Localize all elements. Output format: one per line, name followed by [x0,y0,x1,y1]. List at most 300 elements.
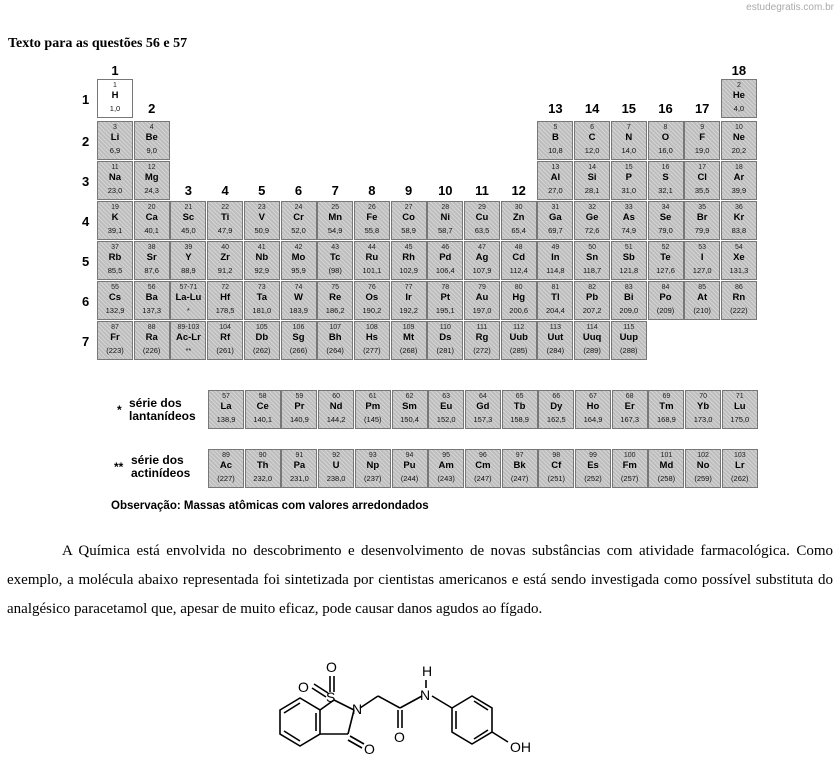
element-symbol: Fm [622,460,637,471]
atomic-mass: (226) [142,345,161,355]
atomic-mass: (237) [364,473,382,483]
element-cell [721,241,757,280]
atomic-number: 66 [552,393,561,400]
atomic-number: 5 [553,124,558,131]
atomic-number: 94 [405,452,414,459]
element-symbol: Sc [182,212,195,223]
atomic-number: 80 [514,284,523,291]
element-symbol: N [625,132,633,143]
atomic-number: 65 [515,393,524,400]
group-label: 6 [294,183,303,198]
atomic-mass: 102,9 [399,265,418,275]
element-symbol: Bi [624,292,634,303]
atomic-number: 64 [478,393,487,400]
element-cell [721,79,757,118]
element-symbol: Sn [586,252,599,263]
element-cell [317,241,353,280]
actinide-marker: ** [114,460,124,474]
element-symbol: Tl [551,292,560,303]
atomic-mass: 88,9 [181,265,196,275]
atomic-number: 93 [368,452,377,459]
atomic-number: 50 [588,244,596,251]
element-cell [207,321,243,360]
element-symbol: U [332,460,340,471]
element-symbol: Rh [402,252,415,263]
atomic-number: 8 [663,124,668,131]
atomic-number: 2 [736,82,741,89]
element-symbol: Pd [439,252,452,263]
actinide-cell [208,449,244,488]
atomic-mass: 232,0 [253,473,273,483]
atomic-number: 13 [551,164,560,171]
element-cell [281,201,317,240]
element-cell [134,201,170,240]
group-label: 7 [331,183,339,198]
atomic-mass: 190,2 [362,305,382,315]
element-symbol: O [661,132,670,143]
actinide-cell [318,449,354,488]
atomic-number: 87 [111,324,119,331]
element-cell [611,201,647,240]
atomic-number: 42 [294,244,303,251]
element-cell [501,241,537,280]
element-cell [537,241,573,280]
element-cell [317,201,353,240]
atomic-mass: 152,0 [436,414,456,424]
body-paragraph [7,537,833,624]
element-symbol: Gd [476,401,490,412]
atomic-number: 106 [292,324,305,331]
element-symbol: Si [587,172,597,183]
element-cell [464,321,500,360]
atomic-number: 90 [258,452,267,459]
atomic-number: 63 [442,393,451,400]
atomic-number: 25 [331,204,340,211]
actinide-cell [392,449,428,488]
group-label: 2 [148,101,156,116]
element-cell [501,201,537,240]
element-symbol: Ac [219,460,233,471]
paragraph-text: A Química está envolvida no descobrimento e desenvolvimento de novas substâncias com atividade farmacológica. Como exemplo, a molécula abaixo representada foi sintetizada por cientistas americanos e está sendo investigada como possível substituta do analgésico paracetamol que, apesar de muito eficaz, pode causar danos agudos ao fígado. [7,543,833,617]
atomic-number: 47 [478,244,486,251]
atomic-number: 73 [257,284,266,291]
element-cell [721,281,757,320]
element-symbol: Hf [220,292,231,303]
atomic-number: 27 [404,204,413,211]
benzene-ring-left [280,698,320,746]
atomic-number: 39 [184,244,193,251]
actinide-cell [281,449,317,488]
element-cell [648,161,684,200]
atomic-mass: (289) [583,345,601,355]
atomic-number: 79 [478,284,486,291]
element-symbol: C [588,132,596,143]
atomic-mass: 140,9 [290,414,309,424]
lanthanide-cell [722,390,758,429]
period-label: 5 [82,254,90,269]
atomic-number: 96 [478,452,487,459]
lanthanide-marker: * [117,403,122,417]
element-cell [281,281,317,320]
element-symbol: La [220,401,232,412]
element-symbol: Uuq [582,332,602,343]
element-symbol: Mt [403,332,415,343]
element-cell [684,121,720,160]
atomic-number: 24 [294,204,303,211]
element-cell [97,201,133,240]
period-label: 7 [82,334,90,349]
actinide-cell [685,449,721,488]
group-label: 8 [368,183,376,198]
element-cell [170,201,206,240]
atom-h: H [422,663,433,679]
atomic-mass: 137,3 [142,305,162,315]
element-cell [170,281,206,320]
atomic-mass: 112,4 [509,265,528,275]
lanthanide-cell [612,390,648,429]
atomic-mass: 131,3 [729,265,749,275]
element-symbol: Dy [550,401,563,412]
atomic-mass: 127,6 [656,265,675,275]
element-symbol: Tb [513,401,526,412]
atom-o-amide: O [394,729,405,745]
section-heading: Texto para as questões 56 e 57 [8,36,188,51]
element-symbol: Ti [220,212,230,223]
element-symbol: S [662,172,669,183]
atomic-mass: (252) [584,473,602,483]
group-label: 18 [731,63,747,78]
element-symbol: F [699,132,706,143]
atomic-mass: 72,6 [584,225,600,235]
atomic-mass: 168,9 [657,414,676,424]
element-cell [281,241,317,280]
element-cell [574,121,610,160]
atomic-mass: 83,8 [731,225,747,235]
atomic-number: 76 [367,284,376,291]
element-symbol: Ca [145,212,158,223]
atomic-number: 70 [699,393,707,400]
element-cell [574,161,610,200]
element-cell [684,161,720,200]
element-cell [721,121,757,160]
lanthanide-cell [648,390,684,429]
lanthanide-cell [685,390,721,429]
atomic-number: 61 [368,393,377,400]
atomic-mass: 69,7 [548,225,563,235]
element-cell [391,281,427,320]
element-cell [97,241,133,280]
element-symbol: Fr [110,332,120,343]
atomic-mass: 209,0 [619,305,639,315]
group-label: 4 [221,183,229,198]
atomic-mass: 20,2 [731,145,747,155]
atomic-mass: 183,9 [289,305,308,315]
atomic-number: 102 [697,452,709,459]
atomic-number: 7 [626,124,631,131]
element-symbol: I [700,252,704,263]
atomic-number: 17 [698,164,707,171]
atomic-mass: 144,2 [326,414,346,424]
element-cell [170,321,206,360]
element-symbol: Nb [255,252,269,263]
atomic-number: 86 [734,284,743,291]
atomic-mass: 79,9 [694,225,710,235]
atomic-mass: 1,0 [109,103,121,113]
atomic-number: 29 [478,204,486,211]
element-cell [611,241,647,280]
atomic-number: 36 [734,204,743,211]
atomic-number: 114 [586,324,598,331]
element-symbol: At [697,292,708,303]
atomic-mass: 92,9 [254,265,270,275]
element-cell [464,241,500,280]
watermark: estudegratis.com.br [746,2,834,13]
atomic-mass: 14,0 [621,145,637,155]
element-symbol: Kr [733,212,745,223]
atomic-mass: 58,7 [437,225,453,235]
element-symbol: Pt [440,292,451,303]
element-symbol: Ni [440,212,451,223]
atomic-number: 71 [735,393,744,400]
atomic-mass: 140,1 [253,414,273,424]
element-symbol: Ba [145,292,158,303]
element-cell [391,321,427,360]
element-cell [574,201,610,240]
atomic-mass: (281) [436,345,455,355]
atomic-number: 72 [221,284,229,291]
element-cell [244,281,280,320]
element-symbol: Ta [256,292,267,303]
atomic-mass: (145) [364,414,382,424]
atomic-mass: 10,8 [548,145,563,155]
element-symbol: Lu [733,401,746,412]
element-symbol: Al [550,172,561,183]
element-symbol: Ra [145,332,158,343]
atomic-mass: 12,0 [584,145,600,155]
element-symbol: Er [624,401,635,412]
atomic-number: 52 [661,244,670,251]
element-symbol: Ru [365,252,379,263]
element-symbol: Yb [697,401,710,412]
element-symbol: Tc [329,252,341,263]
element-symbol: Os [365,292,379,303]
atomic-number: 41 [257,244,266,251]
atomic-mass: 31,0 [621,185,637,195]
element-symbol: Zr [220,252,230,263]
element-symbol: K [111,212,119,223]
atomic-mass: (247) [474,473,492,483]
lanthanide-cell [428,390,464,429]
element-symbol: Mg [144,172,159,183]
atomic-mass: 24,3 [144,185,159,195]
element-symbol: Cf [551,460,562,471]
atomic-mass: 178,5 [215,305,235,315]
actinide-cell [612,449,648,488]
element-symbol: Zn [512,212,525,223]
atomic-mass: 39,1 [107,225,123,235]
element-symbol: Hs [365,332,378,343]
atomic-mass: (258) [657,473,676,483]
atomic-mass: (277) [363,345,381,355]
element-cell [134,121,170,160]
atomic-number: 67 [589,393,597,400]
atomic-number: 110 [439,324,451,331]
atomic-number: 78 [441,284,450,291]
atomic-number: 107 [329,324,342,331]
atomic-mass: 238,0 [326,473,346,483]
atomic-mass: 6,9 [109,145,121,155]
atomic-number: 14 [588,164,596,171]
atomic-number: 15 [624,164,633,171]
element-cell [134,281,170,320]
element-symbol: Br [696,212,708,223]
atomic-mass: 4,0 [733,103,745,113]
atom-o-ring: O [364,741,375,757]
atomic-number: 84 [661,284,670,291]
atomic-mass: (244) [400,473,419,483]
atomic-number: 1 [113,82,117,89]
atomic-number: 6 [590,124,595,131]
element-symbol: Pb [586,292,599,303]
element-symbol: Sg [292,332,305,343]
atomic-mass: 45,0 [181,225,196,235]
element-symbol: H [111,90,119,101]
element-symbol: Ar [733,172,745,183]
atomic-mass: 158,9 [510,414,529,424]
element-symbol: Xe [733,252,745,263]
atomic-number: 60 [332,393,340,400]
group-label: 11 [475,183,489,198]
element-symbol: Re [329,292,342,303]
atomic-number: 28 [441,204,450,211]
atomic-mass: 118,7 [582,265,602,275]
atomic-mass: 114,8 [546,265,565,275]
element-cell [611,321,647,360]
atomic-mass: (222) [730,305,748,315]
element-cell [611,281,647,320]
atomic-mass: 47,9 [217,225,233,235]
atom-n-ring: N [352,701,363,717]
atomic-mass: 40,1 [144,225,159,235]
element-symbol: Db [255,332,269,343]
atomic-mass: 79,0 [658,225,673,235]
atomic-mass: 39,9 [731,185,747,195]
atomic-number: 32 [588,204,596,211]
element-symbol: Te [660,252,671,263]
element-cell [574,281,610,320]
element-cell [611,161,647,200]
atomic-number: 111 [476,324,488,331]
atomic-number: 19 [111,204,119,211]
element-symbol: Ds [439,332,452,343]
element-cell [134,161,170,200]
element-cell [207,201,243,240]
atomic-mass: (210) [693,305,711,315]
atomic-mass: 65,4 [511,225,526,235]
element-cell [611,121,647,160]
element-cell [391,241,427,280]
atomic-number: 46 [441,244,450,251]
atomic-mass: 101,1 [362,265,382,275]
atomic-mass: 231,0 [290,473,309,483]
element-symbol: Uup [619,332,639,343]
element-symbol: He [732,90,745,101]
element-cell [207,241,243,280]
element-cell [354,281,390,320]
atomic-number: 68 [625,393,634,400]
element-cell [537,321,573,360]
molecule-structure [260,650,560,782]
atomic-mass: 195,1 [435,305,455,315]
atomic-number: 77 [404,284,413,291]
atomic-number: 44 [367,244,376,251]
element-cell [537,161,573,200]
atom-s: S [326,689,336,705]
element-cell [537,121,573,160]
atomic-mass: (285) [509,345,528,355]
element-symbol: In [551,252,560,263]
atomic-number: 43 [331,244,340,251]
element-symbol: Mo [291,252,306,263]
element-cell [281,321,317,360]
atomic-number: 112 [513,324,525,331]
element-cell [648,121,684,160]
atomic-mass: (251) [547,473,566,483]
element-cell [391,201,427,240]
element-symbol: Lr [735,460,745,471]
atomic-mass: 173,0 [693,414,713,424]
element-cell [354,321,390,360]
atomic-number: 99 [589,452,597,459]
element-symbol: La-Lu [175,292,202,303]
atomic-mass: 164,9 [583,414,603,424]
atomic-number: 12 [147,164,156,171]
element-symbol: Na [108,172,122,183]
atomic-mass: 85,5 [107,265,123,275]
group-label: 15 [621,101,637,116]
atom-o-left: O [298,679,309,695]
element-cell [97,161,133,200]
atomic-mass: 138,9 [216,414,236,424]
actinide-cell [538,449,574,488]
atomic-number: 98 [552,452,561,459]
atomic-number: 40 [221,244,229,251]
element-symbol: Pm [365,401,381,412]
actinide-cell [648,449,684,488]
atomic-number: 57-71 [179,284,198,291]
group-label: 13 [548,101,563,116]
element-symbol: Se [659,212,672,223]
atomic-number: 10 [734,124,743,131]
element-symbol: Ge [585,212,599,223]
atomic-number: 55 [111,284,119,291]
atomic-number: 23 [257,204,266,211]
element-cell [97,321,133,360]
atomic-mass: 175,0 [730,414,750,424]
atomic-number: 31 [551,204,560,211]
element-symbol: Cm [475,460,491,471]
atomic-mass: (247) [510,473,529,483]
element-symbol: Co [402,212,415,223]
atomic-mass: 127,0 [692,265,712,275]
period-label: 2 [82,134,90,149]
element-cell [170,241,206,280]
element-symbol: Ag [475,252,489,263]
element-cell [464,281,500,320]
atomic-mass: (98) [328,265,342,275]
element-cell [244,201,280,240]
atomic-number: 9 [700,124,705,131]
